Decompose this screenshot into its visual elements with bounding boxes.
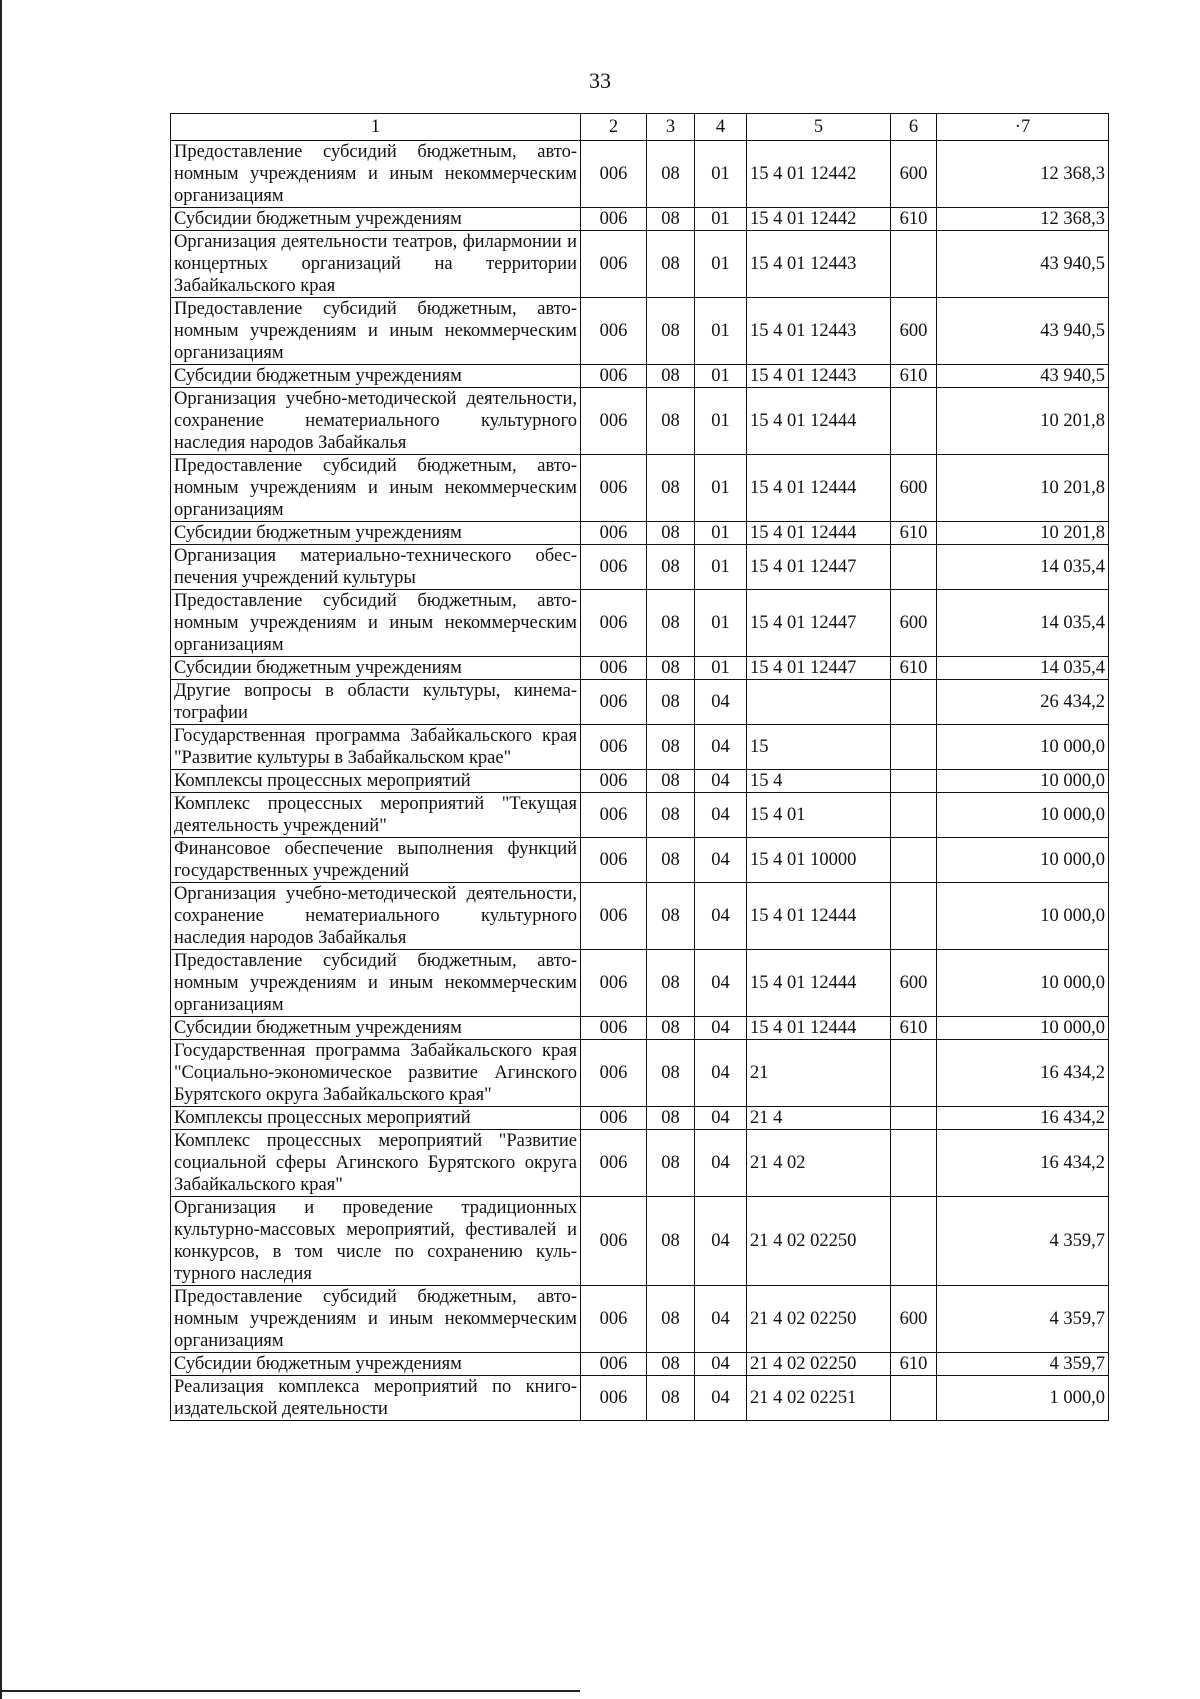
row-name: Предоставление субсидий бюджетным, автономным учреждениям и иным некоммерческим организациям: [171, 1286, 581, 1353]
row-col-3: 08: [647, 388, 695, 455]
row-col-7: 10 000,0: [937, 725, 1109, 770]
row-col-3: 08: [647, 365, 695, 388]
row-col-2: 006: [581, 883, 647, 950]
row-col-2: 006: [581, 545, 647, 590]
row-col-3: 08: [647, 1040, 695, 1107]
row-col-6: [891, 231, 937, 298]
row-col-3: 08: [647, 657, 695, 680]
row-col-5: 15 4 01 12444: [747, 883, 891, 950]
row-col-4: 04: [695, 1353, 747, 1376]
row-col-4: 01: [695, 365, 747, 388]
row-col-3: 08: [647, 141, 695, 208]
row-col-2: 006: [581, 365, 647, 388]
row-col-2: 006: [581, 298, 647, 365]
row-col-7: 4 359,7: [937, 1286, 1109, 1353]
table-row: [171, 770, 1109, 793]
row-col-2: 006: [581, 388, 647, 455]
table-row: [171, 208, 1109, 231]
row-col-6: 600: [891, 590, 937, 657]
row-col-3: 08: [647, 1353, 695, 1376]
row-col-6: [891, 793, 937, 838]
row-col-4: 01: [695, 298, 747, 365]
row-col-4: 04: [695, 1040, 747, 1107]
row-col-4: 01: [695, 545, 747, 590]
row-col-7: 10 201,8: [937, 388, 1109, 455]
row-col-6: 610: [891, 522, 937, 545]
row-col-7: 10 000,0: [937, 770, 1109, 793]
row-col-7: 12 368,3: [937, 141, 1109, 208]
row-col-5: 15 4 01 12444: [747, 1017, 891, 1040]
table-row: [171, 365, 1109, 388]
row-name: Комплексы процессных мероприятий: [171, 770, 581, 793]
row-col-6: 600: [891, 950, 937, 1017]
row-name: Комплекс процессных мероприятий "Текущая деятельность учреждений": [171, 793, 581, 838]
row-col-6: [891, 1107, 937, 1130]
row-col-4: 04: [695, 770, 747, 793]
row-col-2: 006: [581, 1040, 647, 1107]
row-col-3: 08: [647, 1017, 695, 1040]
table-row: [171, 1376, 1109, 1421]
row-col-6: 610: [891, 1353, 937, 1376]
row-col-7: 4 359,7: [937, 1353, 1109, 1376]
table-row: [171, 680, 1109, 725]
row-col-5: 15 4 01 12447: [747, 657, 891, 680]
row-col-3: 08: [647, 545, 695, 590]
row-col-7: 10 000,0: [937, 1017, 1109, 1040]
row-col-5: 21 4 02 02250: [747, 1286, 891, 1353]
row-col-2: 006: [581, 1197, 647, 1286]
row-col-2: 006: [581, 1017, 647, 1040]
header-col-4: 4: [695, 114, 747, 141]
row-col-5: 15 4 01 12443: [747, 365, 891, 388]
table-row: [171, 298, 1109, 365]
row-name: Финансовое обеспечение выполнения функций государственных учреждений: [171, 838, 581, 883]
row-col-7: 16 434,2: [937, 1130, 1109, 1197]
row-name: Государственная программа Забайкальского края "Социально-экономическое развитие Агинского Бурятского округа Забайкальского края": [171, 1040, 581, 1107]
row-col-6: [891, 1040, 937, 1107]
row-name: Предоставление субсидий бюджетным, автономным учреждениям и иным некоммерческим организациям: [171, 455, 581, 522]
row-name: Организация учебно-методической деятельности, сохранение нематериального культурного наследия народов Забайкалья: [171, 883, 581, 950]
row-col-6: 600: [891, 298, 937, 365]
row-name: Другие вопросы в области культуры, кинематографии: [171, 680, 581, 725]
row-col-5: 15 4: [747, 770, 891, 793]
row-col-2: 006: [581, 770, 647, 793]
page-number: 33: [589, 68, 611, 93]
table-row: [171, 657, 1109, 680]
row-col-6: 610: [891, 1017, 937, 1040]
row-col-5: 15 4 01 12443: [747, 231, 891, 298]
row-col-3: 08: [647, 793, 695, 838]
row-col-6: 600: [891, 455, 937, 522]
row-col-4: 04: [695, 950, 747, 1017]
row-col-3: 08: [647, 1286, 695, 1353]
row-col-5: 21 4: [747, 1107, 891, 1130]
row-col-4: 04: [695, 1376, 747, 1421]
row-col-4: 04: [695, 680, 747, 725]
row-col-7: 43 940,5: [937, 231, 1109, 298]
row-col-5: 15 4 01 12444: [747, 950, 891, 1017]
row-col-4: 04: [695, 793, 747, 838]
row-col-2: 006: [581, 657, 647, 680]
table-row: [171, 793, 1109, 838]
row-col-3: 08: [647, 1130, 695, 1197]
table-row: [171, 455, 1109, 522]
row-name: Государственная программа Забайкальского края "Развитие культуры в Забайкальском крае": [171, 725, 581, 770]
row-col-5: 15 4 01 12447: [747, 545, 891, 590]
row-col-5: 21 4 02 02251: [747, 1376, 891, 1421]
row-name: Комплекс процессных мероприятий "Развитие социальной сферы Агинского Бурятского округа Забайкальского края": [171, 1130, 581, 1197]
row-col-5: 21 4 02 02250: [747, 1353, 891, 1376]
scan-left-edge: [0, 0, 2, 1699]
table-row: [171, 545, 1109, 590]
row-col-4: 04: [695, 1286, 747, 1353]
row-col-7: 4 359,7: [937, 1197, 1109, 1286]
header-col-1: 1: [171, 114, 581, 141]
header-col-2: 2: [581, 114, 647, 141]
row-col-2: 006: [581, 1376, 647, 1421]
row-col-4: 01: [695, 455, 747, 522]
row-col-2: 006: [581, 455, 647, 522]
row-col-5: 15: [747, 725, 891, 770]
row-col-4: 04: [695, 1130, 747, 1197]
row-col-7: 10 000,0: [937, 838, 1109, 883]
row-col-3: 08: [647, 208, 695, 231]
row-col-5: 15 4 01: [747, 793, 891, 838]
row-col-7: 1 000,0: [937, 1376, 1109, 1421]
row-col-6: [891, 883, 937, 950]
row-col-4: 01: [695, 208, 747, 231]
row-col-4: 01: [695, 388, 747, 455]
row-col-2: 006: [581, 1286, 647, 1353]
row-col-2: 006: [581, 950, 647, 1017]
row-col-7: 16 434,2: [937, 1040, 1109, 1107]
row-col-5: 21 4 02: [747, 1130, 891, 1197]
table-row: [171, 590, 1109, 657]
scan-bottom-edge: [0, 1690, 580, 1692]
row-col-7: 10 201,8: [937, 455, 1109, 522]
row-col-5: 15 4 01 12442: [747, 208, 891, 231]
row-col-7: 10 000,0: [937, 950, 1109, 1017]
row-col-4: 01: [695, 590, 747, 657]
row-col-6: [891, 680, 937, 725]
row-col-3: 08: [647, 298, 695, 365]
table-row: [171, 388, 1109, 455]
row-col-4: 04: [695, 725, 747, 770]
row-col-2: 006: [581, 725, 647, 770]
row-col-7: 43 940,5: [937, 365, 1109, 388]
table-header-row: [171, 114, 1109, 141]
row-col-4: 01: [695, 522, 747, 545]
row-col-6: [891, 388, 937, 455]
row-col-4: 04: [695, 1107, 747, 1130]
row-col-6: [891, 838, 937, 883]
header-col-3: 3: [647, 114, 695, 141]
row-col-3: 08: [647, 522, 695, 545]
row-col-6: 610: [891, 365, 937, 388]
row-name: Субсидии бюджетным учреждениям: [171, 365, 581, 388]
row-name: Субсидии бюджетным учреждениям: [171, 1017, 581, 1040]
row-col-7: 26 434,2: [937, 680, 1109, 725]
row-col-2: 006: [581, 522, 647, 545]
row-col-4: 04: [695, 838, 747, 883]
row-col-7: 43 940,5: [937, 298, 1109, 365]
row-col-2: 006: [581, 208, 647, 231]
row-col-4: 04: [695, 1017, 747, 1040]
row-col-7: 14 035,4: [937, 657, 1109, 680]
row-col-4: 01: [695, 657, 747, 680]
table-row: [171, 522, 1109, 545]
row-col-5: 15 4 01 12444: [747, 522, 891, 545]
row-col-7: 10 000,0: [937, 883, 1109, 950]
row-name: Предоставление субсидий бюджетным, автономным учреждениям и иным некоммерческим организациям: [171, 590, 581, 657]
row-col-6: [891, 1130, 937, 1197]
row-col-3: 08: [647, 838, 695, 883]
row-col-3: 08: [647, 770, 695, 793]
table-row: [171, 838, 1109, 883]
row-col-5: 15 4 01 12447: [747, 590, 891, 657]
header-col-6: 6: [891, 114, 937, 141]
row-col-5: 15 4 01 12444: [747, 388, 891, 455]
table-row: [171, 950, 1109, 1017]
budget-table: [170, 113, 1109, 1421]
row-col-7: 10 201,8: [937, 522, 1109, 545]
row-col-6: 600: [891, 141, 937, 208]
row-name: Организация учебно-методической деятельности, сохранение нематериального культурного наследия народов Забайкалья: [171, 388, 581, 455]
table-row: [171, 725, 1109, 770]
row-col-2: 006: [581, 231, 647, 298]
row-col-4: 01: [695, 231, 747, 298]
row-col-4: 04: [695, 1197, 747, 1286]
row-col-2: 006: [581, 680, 647, 725]
row-name: Организация материально-технического обеспечения учреждений культуры: [171, 545, 581, 590]
row-name: Предоставление субсидий бюджетным, автономным учреждениям и иным некоммерческим организациям: [171, 141, 581, 208]
row-col-6: 610: [891, 657, 937, 680]
row-col-2: 006: [581, 1107, 647, 1130]
row-col-2: 006: [581, 141, 647, 208]
table-row: [171, 1130, 1109, 1197]
table-row: [171, 1353, 1109, 1376]
row-name: Субсидии бюджетным учреждениям: [171, 657, 581, 680]
row-col-3: 08: [647, 590, 695, 657]
row-col-6: [891, 770, 937, 793]
row-col-7: 10 000,0: [937, 793, 1109, 838]
row-col-6: 610: [891, 208, 937, 231]
row-name: Комплексы процессных мероприятий: [171, 1107, 581, 1130]
row-name: Субсидии бюджетным учреждениям: [171, 1353, 581, 1376]
row-name: Реализация комплекса мероприятий по книгоиздательской деятельности: [171, 1376, 581, 1421]
row-name: Организация деятельности театров, филармонии и концертных организаций на территории Забайкальского края: [171, 231, 581, 298]
row-col-5: [747, 680, 891, 725]
row-col-3: 08: [647, 231, 695, 298]
table-row: [171, 1040, 1109, 1107]
row-name: Организация и проведение традиционных культурно-массовых мероприятий, фестивалей и конкурсов, в том числе по сохранению культурного наследия: [171, 1197, 581, 1286]
table-row: [171, 231, 1109, 298]
table-row: [171, 141, 1109, 208]
row-col-5: 21 4 02 02250: [747, 1197, 891, 1286]
row-col-4: 04: [695, 883, 747, 950]
row-col-5: 15 4 01 12444: [747, 455, 891, 522]
table-row: [171, 883, 1109, 950]
row-col-5: 21: [747, 1040, 891, 1107]
row-col-5: 15 4 01 12442: [747, 141, 891, 208]
row-col-7: 14 035,4: [937, 590, 1109, 657]
header-col-7: ·7: [937, 114, 1109, 141]
row-col-4: 01: [695, 141, 747, 208]
row-name: Субсидии бюджетным учреждениям: [171, 208, 581, 231]
row-col-3: 08: [647, 1107, 695, 1130]
table-row: [171, 1017, 1109, 1040]
row-col-7: 14 035,4: [937, 545, 1109, 590]
row-col-2: 006: [581, 793, 647, 838]
row-col-6: [891, 545, 937, 590]
row-col-3: 08: [647, 725, 695, 770]
row-name: Субсидии бюджетным учреждениям: [171, 522, 581, 545]
header-col-5: 5: [747, 114, 891, 141]
row-col-3: 08: [647, 1197, 695, 1286]
row-col-3: 08: [647, 680, 695, 725]
row-col-5: 15 4 01 10000: [747, 838, 891, 883]
table-row: [171, 1107, 1109, 1130]
row-col-2: 006: [581, 590, 647, 657]
row-col-3: 08: [647, 1376, 695, 1421]
row-col-3: 08: [647, 883, 695, 950]
table-row: [171, 1286, 1109, 1353]
row-col-6: [891, 1376, 937, 1421]
row-col-2: 006: [581, 838, 647, 883]
row-col-7: 12 368,3: [937, 208, 1109, 231]
table-row: [171, 1197, 1109, 1286]
row-col-6: [891, 1197, 937, 1286]
row-name: Предоставление субсидий бюджетным, автономным учреждениям и иным некоммерческим организациям: [171, 298, 581, 365]
row-col-2: 006: [581, 1130, 647, 1197]
row-name: Предоставление субсидий бюджетным, автономным учреждениям и иным некоммерческим организациям: [171, 950, 581, 1017]
row-col-5: 15 4 01 12443: [747, 298, 891, 365]
row-col-3: 08: [647, 455, 695, 522]
row-col-3: 08: [647, 950, 695, 1017]
row-col-7: 16 434,2: [937, 1107, 1109, 1130]
row-col-6: [891, 725, 937, 770]
row-col-6: 600: [891, 1286, 937, 1353]
row-col-2: 006: [581, 1353, 647, 1376]
